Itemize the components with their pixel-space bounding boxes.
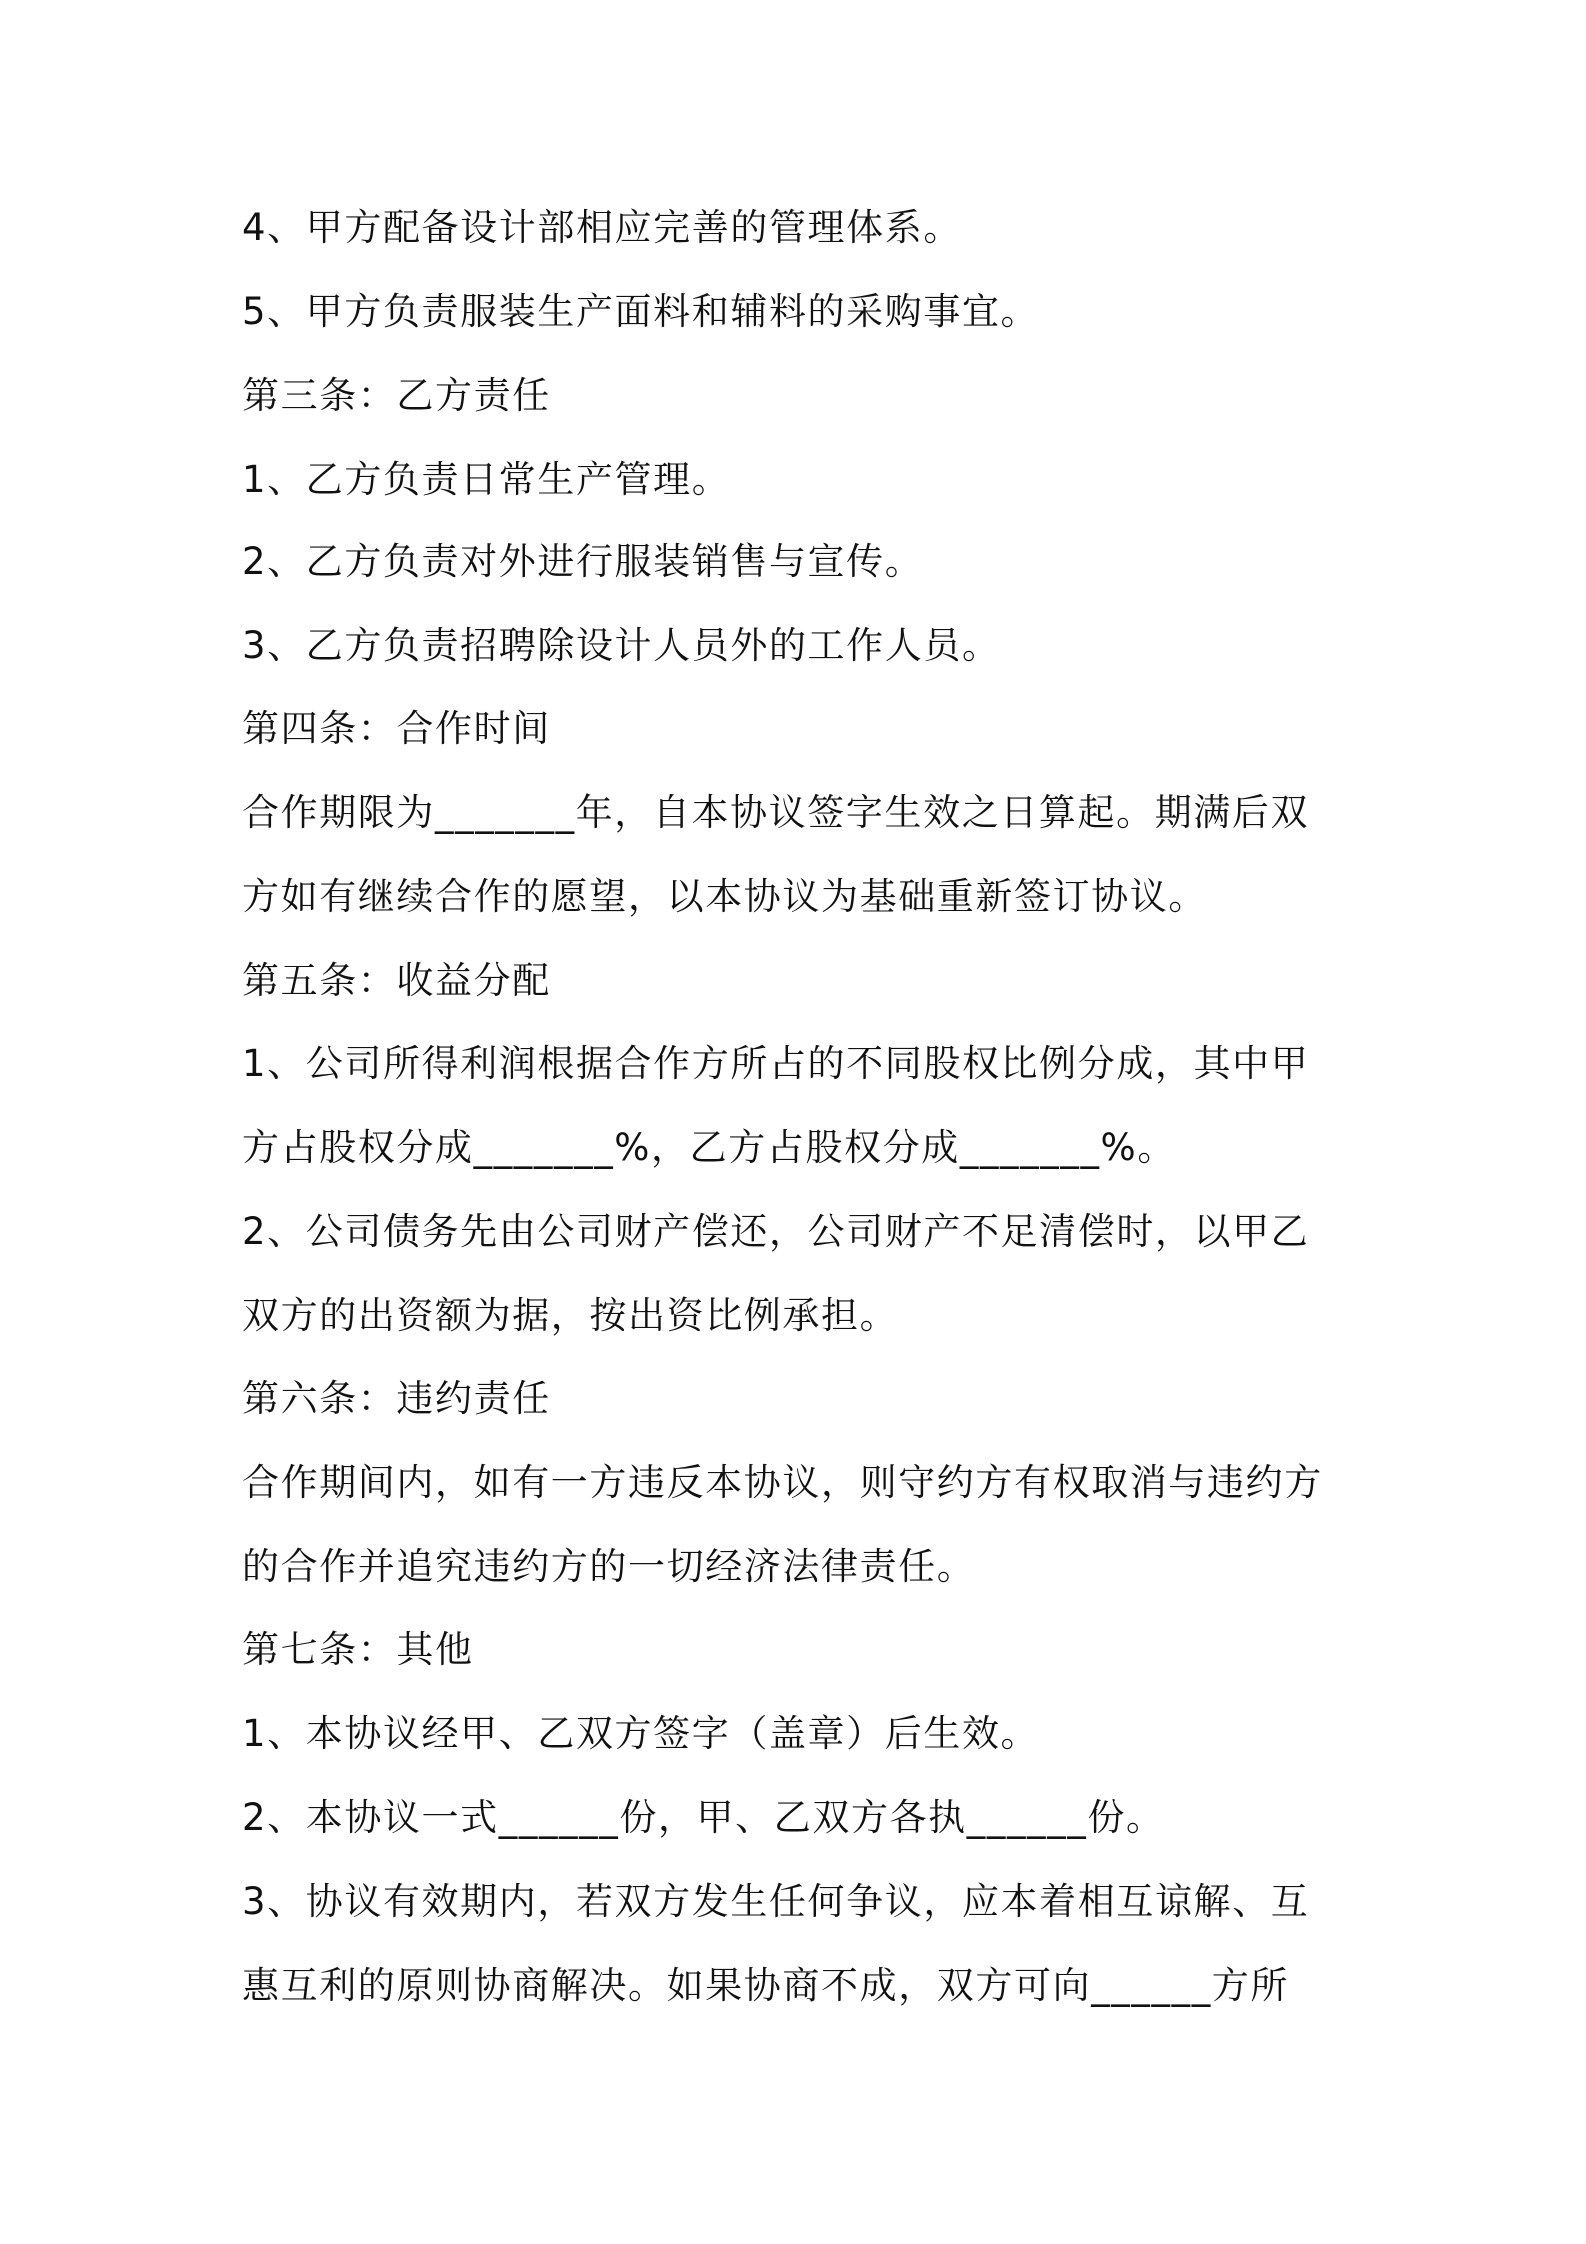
text-line-16: 合作期间内，如有一方违反本协议，则守约方有权取消与违约方 — [242, 1461, 1323, 1504]
section-heading-5: 第五条：收益分配 — [242, 959, 551, 1002]
text-line-8: 合作期限为_______年，自本协议签字生效之日算起。期满后双 — [242, 791, 1310, 834]
section-heading-3: 第三条：乙方责任 — [242, 374, 551, 417]
text-line-6: 3、乙方负责招聘除设计人员外的工作人员。 — [242, 624, 1001, 667]
text-line-4: 1、乙方负责日常生产管理。 — [242, 458, 731, 501]
section-heading-7: 第七条：其他 — [242, 1628, 474, 1671]
text-line-14: 双方的出资额为据，按出资比例承担。 — [242, 1294, 899, 1337]
text-line-22: 惠互利的原则协商解决。如果协商不成，双方可向______方所 — [242, 1964, 1289, 2007]
text-line-12: 方占股权分成_______%，乙方占股权分成_______%。 — [242, 1126, 1176, 1169]
text-line-11: 1、公司所得利润根据合作方所占的不同股权比例分成，其中甲 — [242, 1042, 1310, 1085]
text-line-9: 方如有继续合作的愿望，以本协议为基础重新签订协议。 — [242, 875, 1207, 918]
text-line-5: 2、乙方负责对外进行服装销售与宣传。 — [242, 540, 924, 583]
text-line-19: 1、本协议经甲、乙双方签字（盖章）后生效。 — [242, 1712, 1040, 1755]
text-line-13: 2、公司债务先由公司财产偿还，公司财产不足清偿时，以甲乙 — [242, 1210, 1310, 1253]
text-line-21: 3、协议有效期内，若双方发生任何争议，应本着相互谅解、互 — [242, 1880, 1310, 1923]
text-line-1: 4、甲方配备设计部相应完善的管理体系。 — [242, 206, 962, 249]
text-line-2: 5、甲方负责服装生产面料和辅料的采购事宜。 — [242, 290, 1040, 333]
text-line-20: 2、本协议一式______份，甲、乙双方各执______份。 — [242, 1796, 1165, 1839]
text-line-17: 的合作并追究违约方的一切经济法律责任。 — [242, 1545, 976, 1588]
section-heading-4: 第四条：合作时间 — [242, 707, 551, 750]
section-heading-6: 第六条：违约责任 — [242, 1377, 551, 1420]
